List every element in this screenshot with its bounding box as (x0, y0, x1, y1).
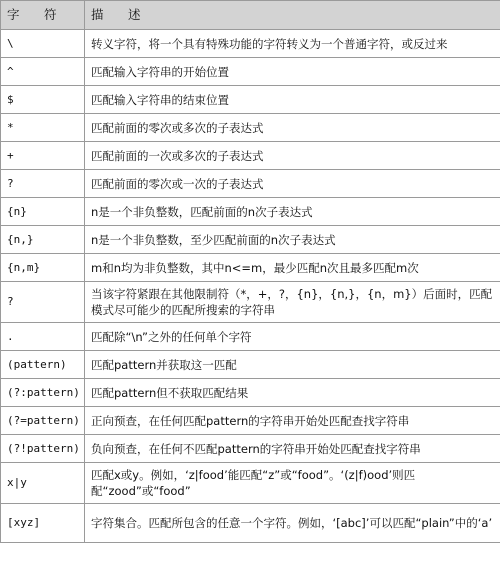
row-char: ? (1, 282, 85, 323)
table-row (1, 142, 500, 170)
row-char: ^ (1, 58, 85, 86)
table-header-row (1, 1, 500, 30)
header-desc: 描 述 (85, 1, 500, 30)
row-desc: 转义字符，将一个具有特殊功能的字符转义为一个普通字符，或反过来 (85, 30, 500, 58)
row-desc: 匹配前面的零次或一次的子表达式 (85, 170, 500, 198)
table-row (1, 504, 500, 543)
row-char: {n,m} (1, 254, 85, 282)
row-desc: 字符集合。匹配所包含的任意一个字符。例如，‘[abc]’可以匹配“plain”中的‘a’ (85, 504, 500, 543)
row-desc: 正向预查，在任何匹配pattern的字符串开始处匹配查找字符串 (85, 407, 500, 435)
table-row (1, 435, 500, 463)
row-char: (?:pattern) (1, 379, 85, 407)
row-char: + (1, 142, 85, 170)
row-desc: 匹配前面的零次或多次的子表达式 (85, 114, 500, 142)
table-row (1, 351, 500, 379)
table-row (1, 58, 500, 86)
row-desc: 匹配输入字符串的开始位置 (85, 58, 500, 86)
table-row (1, 379, 500, 407)
row-desc: 负向预查，在任何不匹配pattern的字符串开始处匹配查找字符串 (85, 435, 500, 463)
table-row (1, 226, 500, 254)
row-char: {n,} (1, 226, 85, 254)
row-char: \ (1, 30, 85, 58)
header-char: 字 符 (1, 1, 85, 30)
row-desc: 当该字符紧跟在其他限制符（*，+，?，{n}，{n,}，{n，m}）后面时，匹配模式尽可能少的匹配所搜索的字符串 (85, 282, 500, 323)
table-row (1, 254, 500, 282)
row-char: (?!pattern) (1, 435, 85, 463)
table-row (1, 198, 500, 226)
row-char: {n} (1, 198, 85, 226)
row-desc: 匹配pattern但不获取匹配结果 (85, 379, 500, 407)
row-desc: 匹配输入字符串的结束位置 (85, 86, 500, 114)
table-row (1, 114, 500, 142)
row-desc: 匹配前面的一次或多次的子表达式 (85, 142, 500, 170)
row-char: ? (1, 170, 85, 198)
table-row (1, 86, 500, 114)
table-row (1, 282, 500, 323)
row-desc: n是一个非负整数，匹配前面的n次子表达式 (85, 198, 500, 226)
row-char: (?=pattern) (1, 407, 85, 435)
table-row (1, 170, 500, 198)
row-char: . (1, 323, 85, 351)
table-row (1, 323, 500, 351)
row-char: x|y (1, 463, 85, 504)
row-char: $ (1, 86, 85, 114)
table-row (1, 407, 500, 435)
row-desc: 匹配除“\n”之外的任何单个字符 (85, 323, 500, 351)
row-desc: 匹配pattern并获取这一匹配 (85, 351, 500, 379)
row-desc: n是一个非负整数，至少匹配前面的n次子表达式 (85, 226, 500, 254)
row-char: * (1, 114, 85, 142)
table-row (1, 30, 500, 58)
table-row (1, 463, 500, 504)
row-desc: 匹配x或y。例如，‘z|food’能匹配“z”或“food”。‘(z|f)ood’则匹配“zood”或“food” (85, 463, 500, 504)
row-desc: m和n均为非负整数，其中n<=m，最少匹配n次且最多匹配m次 (85, 254, 500, 282)
row-char: (pattern) (1, 351, 85, 379)
row-char: [xyz] (1, 504, 85, 543)
